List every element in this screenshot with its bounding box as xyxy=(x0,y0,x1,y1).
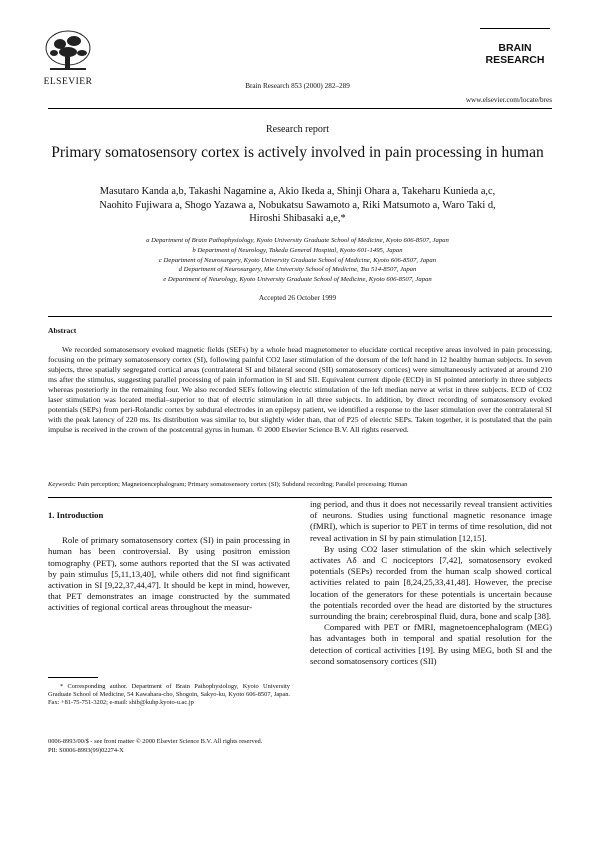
author-line: Naohito Fujiwara a, Shogo Yazawa a, Nobukatsu Sawamoto a, Riki Matsumoto a, Waro Taki d, xyxy=(99,199,496,211)
keywords-text: Pain perception; Magnetoencephalogram; Primary somatosensory cortex (SI); Subdural recording; Parallel processing; Human xyxy=(77,481,408,488)
affiliation-item: b Department of Neurology, Takeda General Hospital, Kyoto 601-1495, Japan xyxy=(192,246,403,254)
article-type: Research report xyxy=(265,124,330,135)
body-column-left xyxy=(48,510,290,614)
keywords-label: Keywords: xyxy=(48,481,76,488)
section-heading: 1. Introduction xyxy=(48,510,104,520)
affiliation-item: c Department of Neurosurgery, Kyoto University Graduate School of Medicine, Kyoto 606-8507, Japan xyxy=(158,256,437,264)
accepted-date: Accepted 26 October 1999 xyxy=(258,294,337,302)
footnote-divider xyxy=(48,677,98,678)
body-paragraph: By using CO2 laser stimulation of the skin which selectively activates Aδ and C nociceptors [7,42], somatosensory evoked potentials (SEPs) recorded from the human scalp showed cortical activities related to pain [8,24,25,33,41,48]. However, the precise location of the generators for these potentials is uncertain because the potentials recorded over the head are distorted by the structures surrounding the brain; cerebrospinal fluid, dura, bone and scalp [38]. xyxy=(310,543,552,622)
abstract-bottom-divider xyxy=(48,497,552,498)
affiliation-item: a Department of Brain Pathophysiology, Kyoto University Graduate School of Medicine, Kyoto 606-8507, Japan xyxy=(146,237,449,244)
journal-name-line1: BRAIN xyxy=(498,42,532,54)
journal-website: www.elsevier.com/locate/bres xyxy=(465,96,552,104)
body-paragraph: ing period, and thus it does not necessarily reveal transient activities of neurons. Studies using functional magnetic resonance image (fMRI), which is superior to PET in terms of time resolution, did not reveal activation in SI by pain stimulation [12,15]. xyxy=(310,499,552,543)
abstract-top-divider xyxy=(48,316,552,317)
keywords xyxy=(48,480,552,489)
journal-citation: Brain Research 853 (2000) 282–289 xyxy=(245,82,350,90)
body-paragraph: Compared with PET or fMRI, magnetoencephalogram (MEG) has advantages both in temporal and spatial resolution for the detection of cortical activities [19]. By using MEG, both SI and the second somatosensory cortices (SII) xyxy=(310,622,552,666)
publisher-logo xyxy=(30,28,106,90)
article-title: Primary somatosensory cortex is actively involved in pain processing in human xyxy=(51,144,544,161)
journal-masthead xyxy=(480,28,550,66)
author-line: Masutaro Kanda a,b, Takashi Nagamine a, Akio Ikeda a, Shinji Ohara a, Takeharu Kunieda a,c, xyxy=(99,186,496,197)
copyright-footer xyxy=(48,737,262,756)
affiliation-list xyxy=(60,236,535,285)
pii-line: PII: S0006-8993(99)02274-X xyxy=(48,747,124,755)
abstract-heading: Abstract xyxy=(48,326,77,335)
affiliation-item: e Department of Neurology, Kyoto University Graduate School of Medicine, Kyoto 606-8507, Japan xyxy=(163,276,432,284)
body-paragraph: Role of primary somatosensory cortex (SI) in pain processing in human has been controversial. By using positron emission tomography (PET), some authors reported that the SI was activated by pain stimulus [5,11,13,40], while others did not find significant activation in SI [9,22,37,44,47]. It should be kept in mind, however, that PET demonstrates an image constructed by the summated activities of regional cortical areas throughout the measur- xyxy=(48,535,290,613)
abstract-body: We recorded somatosensory evoked magnetic fields (SEFs) by a whole head magnetometer to elucidate cortical receptive areas involved in pain processing, focusing on the primary somatosensory cortex (SI), following painful CO2 laser stimulation of the dorsum of the left hand in 12 healthy human subjects. In seven subjects, three spatially segregated cortical areas (contralateral SI and bilateral second (SII) somatosensory cortices) were simultaneously activated at around 210 ms after the stimulus, suggesting parallel processing of pain information in SI and SII. Equivalent current dipole (ECD) in SI pointed anteriorly in three subjects whereas posteriorly in the remaining four. We also recorded SEFs following electric stimulation of the left median nerve at wrist in three subjects. ECD of CO2 laser stimulation was located medial–superior to that of electric stimulation in all three subjects. In addition, by direct recording of somatosensory evoked potentials (SEPs) from peri-Rolandic cortex by subdural electrodes in an epilepsy patient, we identified a response to the laser stimulation over the contralateral SI with the peak latency of 220 ms. Its distribution was similar to, but slightly wider than, that of P25 of electric SEPs. Taken together, it is postulated that the pain impulse is received in the crown of the postcentral gyrus in human. © 2000 Elsevier Science B.V. All rights reserved. xyxy=(48,345,552,434)
journal-name-line2: RESEARCH xyxy=(485,54,545,66)
publisher-name: ELSEVIER xyxy=(43,77,93,87)
affiliation-item: d Department of Neurosurgery, Mie University School of Medicine, Tsu 514-8507, Japan xyxy=(178,266,417,274)
author-list xyxy=(55,185,540,226)
body-column-right xyxy=(310,499,552,667)
issn-line: 0006-8993/00/$ - see front matter © 2000 Elsevier Science B.V. All rights reserved. xyxy=(48,738,263,745)
author-line: Hiroshi Shibasaki a,e,* xyxy=(249,213,346,224)
corresponding-author-footnote: * Corresponding author. Department of Brain Pathophysiology, Kyoto University Graduate School of Medicine, 54 Kawahara-cho, Shogoin, Sakyo-ku, Kyoto 606-8507, Japan. Fax: +81-75-751-3202; e-mail: shib@kuhp.kyoto-u.ac.jp xyxy=(48,683,290,707)
header-divider xyxy=(48,108,552,109)
